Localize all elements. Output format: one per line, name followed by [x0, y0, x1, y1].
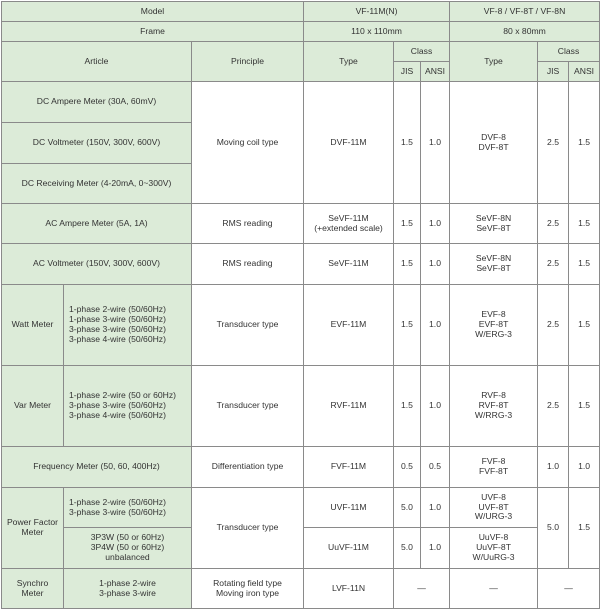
ansi-a-power-factor-2: 1.0 — [421, 528, 450, 569]
type-b-power-factor-1: UVF-8 UVF-8T W/URG-3 — [450, 488, 538, 528]
ansi-b-frequency: 1.0 — [569, 447, 600, 488]
jis-b-watt: 2.5 — [538, 285, 569, 366]
principle-power-factor: Transducer type — [192, 488, 304, 569]
type-b-synchro: — — [450, 569, 538, 609]
jis-header-b: JIS — [538, 62, 569, 82]
principle-dc: Moving coil type — [192, 82, 304, 204]
type-b-watt: EVF-8 EVF-8T W/ERG-3 — [450, 285, 538, 366]
jis-a-frequency: 0.5 — [394, 447, 421, 488]
article-dc-ampere: DC Ampere Meter (30A, 60mV) — [2, 82, 192, 123]
ansi-b-watt: 1.5 — [569, 285, 600, 366]
class-header-a: Class — [394, 42, 450, 62]
type-a-synchro: LVF-11N — [304, 569, 394, 609]
model-vf11m: VF-11M(N) — [304, 2, 450, 22]
type-b-power-factor-2: UuVF-8 UuVF-8T W/UuRG-3 — [450, 528, 538, 569]
ansi-header-b: ANSI — [569, 62, 600, 82]
type-a-var: RVF-11M — [304, 366, 394, 447]
synchro-wiring-list: 1-phase 2-wire 3-phase 3-wire — [64, 569, 192, 609]
article-dc-receiving: DC Receiving Meter (4-20mA, 0~300V) — [2, 164, 192, 204]
article-watt-meter: Watt Meter — [2, 285, 64, 366]
type-a-ac-voltmeter: SeVF-11M — [304, 244, 394, 285]
ansi-b-power-factor: 1.5 — [569, 488, 600, 569]
type-b-ac-voltmeter: SeVF-8N SeVF-8T — [450, 244, 538, 285]
type-b-ac-ampere: SeVF-8N SeVF-8T — [450, 204, 538, 244]
ansi-a-power-factor-1: 1.0 — [421, 488, 450, 528]
class-header-b: Class — [538, 42, 600, 62]
principle-watt: Transducer type — [192, 285, 304, 366]
type-a-ac-ampere: SeVF-11M (+extended scale) — [304, 204, 394, 244]
watt-wiring-list: 1-phase 2-wire (50/60Hz) 1-phase 3-wire (50/60Hz) 3-phase 3-wire (50/60Hz) 3-phase 4-wire (50/60Hz) — [64, 285, 192, 366]
type-a-frequency: FVF-11M — [304, 447, 394, 488]
type-b-frequency: FVF-8 FVF-8T — [450, 447, 538, 488]
article-dc-voltmeter: DC Voltmeter (150V, 300V, 600V) — [2, 123, 192, 164]
article-synchro-meter: Synchro Meter — [2, 569, 64, 609]
article-var-meter: Var Meter — [2, 366, 64, 447]
principle-var: Transducer type — [192, 366, 304, 447]
type-a-power-factor-2: UuVF-11M — [304, 528, 394, 569]
ansi-b-var: 1.5 — [569, 366, 600, 447]
ansi-b-dc: 1.5 — [569, 82, 600, 204]
ansi-a-frequency: 0.5 — [421, 447, 450, 488]
principle-ac-ampere: RMS reading — [192, 204, 304, 244]
spec-table — [1, 1, 600, 609]
jis-a-power-factor-2: 5.0 — [394, 528, 421, 569]
type-b-dc: DVF-8 DVF-8T — [450, 82, 538, 204]
principle-ac-voltmeter: RMS reading — [192, 244, 304, 285]
type-a-dc: DVF-11M — [304, 82, 394, 204]
jis-b-ac-ampere: 2.5 — [538, 204, 569, 244]
article-power-factor-meter: Power Factor Meter — [2, 488, 64, 569]
article-ac-ampere: AC Ampere Meter (5A, 1A) — [2, 204, 192, 244]
ansi-a-dc: 1.0 — [421, 82, 450, 204]
article-header: Article — [2, 42, 192, 82]
type-header-a: Type — [304, 42, 394, 82]
jis-header-a: JIS — [394, 62, 421, 82]
type-a-power-factor-1: UVF-11M — [304, 488, 394, 528]
pf-wiring-list-2: 3P3W (50 or 60Hz) 3P4W (50 or 60Hz) unbalanced — [64, 528, 192, 569]
article-frequency-meter: Frequency Meter (50, 60, 400Hz) — [2, 447, 192, 488]
ansi-b-ac-ampere: 1.5 — [569, 204, 600, 244]
jis-a-var: 1.5 — [394, 366, 421, 447]
var-wiring-list: 1-phase 2-wire (50 or 60Hz) 3-phase 3-wire (50/60Hz) 3-phase 4-wire (50/60Hz) — [64, 366, 192, 447]
ansi-a-watt: 1.0 — [421, 285, 450, 366]
jis-b-var: 2.5 — [538, 366, 569, 447]
frame-vf11m: 110 x 110mm — [304, 22, 450, 42]
jis-b-frequency: 1.0 — [538, 447, 569, 488]
jis-b-dc: 2.5 — [538, 82, 569, 204]
jis-b-power-factor: 5.0 — [538, 488, 569, 569]
pf-wiring-list-1: 1-phase 2-wire (50/60Hz) 3-phase 3-wire (50/60Hz) — [64, 488, 192, 528]
type-a-watt: EVF-11M — [304, 285, 394, 366]
ansi-a-ac-voltmeter: 1.0 — [421, 244, 450, 285]
article-ac-voltmeter: AC Voltmeter (150V, 300V, 600V) — [2, 244, 192, 285]
ansi-header-a: ANSI — [421, 62, 450, 82]
jis-a-ac-voltmeter: 1.5 — [394, 244, 421, 285]
type-b-var: RVF-8 RVF-8T W/RRG-3 — [450, 366, 538, 447]
ansi-a-var: 1.0 — [421, 366, 450, 447]
ansi-b-ac-voltmeter: 1.5 — [569, 244, 600, 285]
principle-header: Principle — [192, 42, 304, 82]
jis-a-dc: 1.5 — [394, 82, 421, 204]
model-label: Model — [2, 2, 304, 22]
class-a-synchro: — — [394, 569, 450, 609]
jis-a-watt: 1.5 — [394, 285, 421, 366]
type-header-b: Type — [450, 42, 538, 82]
jis-a-ac-ampere: 1.5 — [394, 204, 421, 244]
class-b-synchro: — — [538, 569, 600, 609]
principle-frequency: Differentiation type — [192, 447, 304, 488]
jis-a-power-factor-1: 5.0 — [394, 488, 421, 528]
ansi-a-ac-ampere: 1.0 — [421, 204, 450, 244]
model-vf8: VF-8 / VF-8T / VF-8N — [450, 2, 600, 22]
frame-label: Frame — [2, 22, 304, 42]
jis-b-ac-voltmeter: 2.5 — [538, 244, 569, 285]
frame-vf8: 80 x 80mm — [450, 22, 600, 42]
principle-synchro: Rotating field type Moving iron type — [192, 569, 304, 609]
